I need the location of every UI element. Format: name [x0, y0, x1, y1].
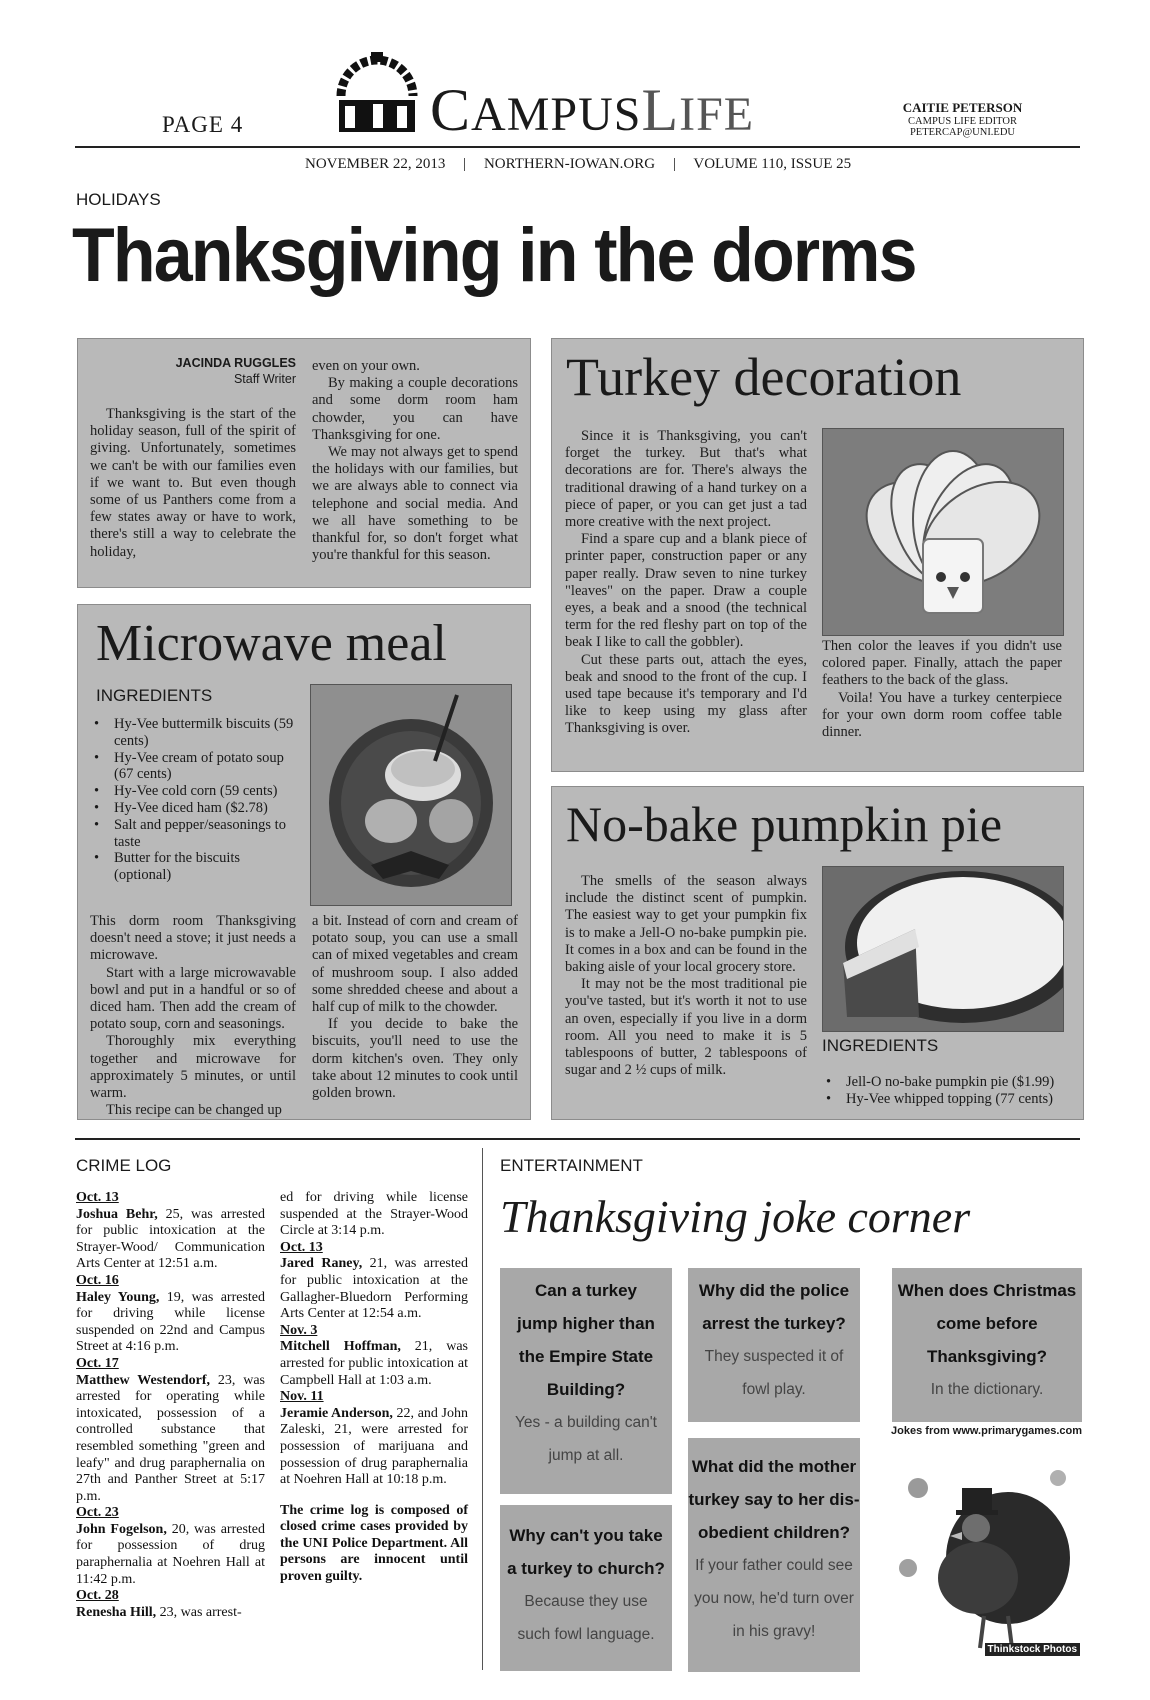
section-kicker: HOLIDAYS	[76, 190, 161, 209]
turkey-title: Turkey decoration	[566, 347, 962, 407]
crime-date: Oct. 13	[280, 1239, 323, 1255]
joke-question-line: arrest the turkey?	[702, 1314, 846, 1333]
crime-person: Joshua Behr,	[76, 1206, 158, 1222]
joke-answer-line: If your father could see	[695, 1557, 853, 1574]
volume-issue: VOLUME 110, ISSUE 25	[693, 156, 852, 172]
ingredient-item: • Butter for the biscuits (optional)	[90, 850, 296, 884]
crime-log-col-1	[76, 1190, 265, 1621]
joke-question-line: jump higher than	[517, 1314, 655, 1333]
joke-answer-line: Yes - a building can't	[515, 1414, 657, 1431]
joke-question-line: When does Christmas	[897, 1281, 1077, 1300]
pie-ingredients	[822, 1074, 1072, 1108]
crime-entry	[280, 1256, 468, 1322]
joke-answer-line: They suspected it of	[704, 1348, 844, 1365]
turkey-photo	[822, 428, 1064, 636]
joke-answer-line: you now, he'd turn over	[694, 1590, 854, 1607]
crime-date: Oct. 17	[76, 1355, 119, 1371]
crime-entry	[76, 1290, 265, 1356]
ingredient-item: • Jell-O no-bake pumpkin pie ($1.99)	[822, 1074, 1072, 1091]
joke-question-line: Why can't you take	[509, 1526, 663, 1545]
microwave-photo	[310, 684, 512, 906]
crime-person: John Fogelson,	[76, 1521, 167, 1537]
byline-title: Staff Writer	[233, 372, 296, 386]
joke-question-line: Thanksgiving?	[927, 1347, 1047, 1366]
logo-icon	[333, 50, 421, 138]
site-link[interactable]: NORTHERN-IOWAN.ORG	[483, 156, 656, 172]
ingredient-item: • Hy-Vee cream of potato soup (67 cents)	[90, 750, 296, 784]
crime-log-col-2	[280, 1190, 468, 1586]
crime-details: 21, was arrested for public intoxication at the Gallagher-Bluedorn Performing Arts Center at 12:54 a.m.	[280, 1256, 468, 1322]
crime-person: Jeramie Anderson,	[280, 1405, 393, 1421]
section-title: CAMPUSLIFE	[430, 77, 755, 143]
pie-photo	[822, 866, 1064, 1032]
joke-question-line: Building?	[546, 1380, 626, 1399]
issue-date: NOVEMBER 22, 2013	[305, 156, 446, 172]
crime-date: Oct. 23	[76, 1505, 119, 1521]
intro-col-1: Thanksgiving is the start of the holiday season, full of the spirit of giving. Unfortunately, sometimes we can't be with our families even if we want to. But even though some of us Panthers come from a few states away or have to work, there's still a way to celebrate the holiday,	[90, 406, 296, 560]
joke-answer-line: In the dictionary.	[930, 1381, 1044, 1398]
entertainment-label: ENTERTAINMENT	[500, 1156, 643, 1175]
joke-question-line: obedient children?	[697, 1523, 851, 1542]
crime-lead: ed for driving while license suspended at the Strayer-Wood Circle at 3:14 p.m.	[280, 1190, 468, 1239]
crime-date: Nov. 11	[280, 1389, 324, 1405]
byline-name: JACINDA RUGGLES	[175, 356, 296, 370]
photo-credit: Thinkstock Photos	[985, 1643, 1080, 1656]
turkey-cartoon-icon	[888, 1448, 1082, 1660]
ingredient-item: • Hy-Vee cold corn (59 cents)	[90, 783, 296, 800]
crime-entry	[76, 1207, 265, 1273]
crime-person: Jared Raney,	[280, 1256, 363, 1272]
turkey-illustration	[888, 1448, 1082, 1660]
crime-details: 19, was arrested for driving while license suspended on 22nd and Campus Street at 4:16 p.m.	[76, 1289, 265, 1355]
crime-date: Oct. 16	[76, 1272, 119, 1288]
crime-date: Oct. 28	[76, 1588, 119, 1604]
joke-5	[688, 1438, 860, 1672]
crime-log-label: CRIME LOG	[76, 1156, 172, 1175]
crime-details: 23, was arrested for operating while intoxicated, possession of a controlled substance that resembled something "green and leafy" and drug paraphernalia on 27th and Panther Street at 5:17 p.m.	[76, 1372, 265, 1504]
dateline: NOVEMBER 22, 2013 | NORTHERN-IOWAN.ORG | VOLUME 110, ISSUE 25	[305, 156, 852, 172]
ingredient-item: • Salt and pepper/seasonings to taste	[90, 817, 296, 851]
crime-details: 25, was arrested for public intoxication at the Strayer-Wood/ Communication Arts Center at 12:51 a.m.	[76, 1206, 265, 1272]
joke-question-line: the Empire State	[518, 1347, 654, 1366]
joke-question-line: a turkey to church?	[507, 1559, 665, 1578]
editor-info	[880, 100, 1045, 138]
joke-answer-line: in his gravy!	[732, 1623, 816, 1640]
crime-date: Oct. 13	[76, 1190, 119, 1205]
intro-col-2: even on your own. By making a couple decorations and some dorm room ham chowder, you can have Thanksgiving for one. We may not always get to spend the holidays with our families, but we are always able to connect via telephone and social media. And we all have something to be thankful for, so don't forget what you're thankful for this season.	[312, 358, 518, 564]
joke-3	[892, 1268, 1082, 1422]
crime-details: 20, was arrested for possession of drug paraphernalia at Noehren Hall at 11:42 p.m.	[76, 1521, 265, 1587]
crime-person: Haley Young,	[76, 1289, 160, 1305]
crime-person: Matthew Westendorf,	[76, 1372, 210, 1388]
crime-date: Nov. 3	[280, 1322, 318, 1338]
joke-question-line: Why did the police	[698, 1281, 850, 1300]
crime-details: 21, was arrested for public intoxication at Campbell Hall at 1:03 a.m.	[280, 1339, 468, 1388]
joke-2	[688, 1268, 860, 1422]
joke-question-line: What did the mother	[691, 1457, 857, 1476]
crime-details: 22, and John Zaleski, 21, were arrested for possession of marijuana and possession of drug paraphernalia at Noehren Hall at 10:18 p.m.	[280, 1405, 468, 1488]
crime-person: Renesha Hill,	[76, 1604, 157, 1620]
pie-text: The smells of the season always include the distinct scent of pumpkin. The easiest way to get your pumpkin fix is to make a Jell-O no-bake pumpkin pie. It comes in a box and can be found in the baking aisle of your local grocery store. It may not be the most traditional pie you've tasted, but it's worth it not to use an oven, especially if you live in a dorm room. All you need to make it is 5 tablespoons of butter, 2 tablespoons of sugar and 2 ½ cups of milk.	[565, 873, 807, 1079]
joke-question-line: turkey say to her dis-	[688, 1490, 860, 1509]
ingredient-item: • Hy-Vee buttermilk biscuits (59 cents)	[90, 716, 296, 750]
editor-title: CAMPUS LIFE EDITOR	[908, 116, 1017, 127]
headline: Thanksgiving in the dorms	[72, 213, 916, 298]
crime-entry	[76, 1605, 265, 1622]
crime-entry	[280, 1406, 468, 1489]
crime-entry	[76, 1373, 265, 1506]
pie-title: No-bake pumpkin pie	[566, 796, 1003, 852]
microwave-ingredients	[90, 716, 296, 884]
crime-person: Mitchell Hoffman,	[280, 1339, 401, 1355]
microwave-col-2: a bit. Instead of corn and cream of potato soup, you can use a small can of mixed vegetables and cream of mushroom soup. I also added some shredded cheese and about a half cup of milk to the chowder. If you decide to bake the biscuits, you'll need to use the dorm kitchen's oven. They only take about 12 minutes to cook until golden brown.	[312, 913, 518, 1102]
joke-answer-line: fowl play.	[742, 1381, 806, 1398]
masthead-rule	[75, 146, 1080, 148]
microwave-col-1: This dorm room Thanksgiving doesn't need a stove; it just needs a microwave. Start with a large microwavable bowl and put in a handful or so of diced ham. Then add the cream of potato soup, corn and seasonings. Thoroughly mix everything together and microwave for approximately 5 minutes, or until warm. This recipe can be changed up	[90, 913, 296, 1119]
editor-email[interactable]: PETERCAP@UNI.EDU	[909, 127, 1016, 138]
joke-1	[500, 1268, 672, 1494]
joke-question-line: Can a turkey	[534, 1281, 638, 1300]
joke-answer-line: jump at all.	[548, 1447, 624, 1464]
microwave-ingredients-label: INGREDIENTS	[96, 686, 213, 705]
column-divider	[482, 1148, 483, 1670]
bottom-rule	[75, 1138, 1080, 1140]
joke-corner-title: Thanksgiving joke corner	[500, 1191, 971, 1242]
joke-4	[500, 1505, 672, 1671]
crime-entry	[76, 1522, 265, 1588]
ingredient-item: • Hy-Vee whipped topping (77 cents)	[822, 1091, 1072, 1108]
microwave-title: Microwave meal	[96, 615, 447, 672]
page-number: PAGE 4	[162, 112, 244, 137]
joke-answer-line: such fowl language.	[517, 1626, 655, 1643]
joke-question-line: come before	[936, 1314, 1038, 1333]
uni-logo	[333, 50, 421, 138]
editor-name: CAITIE PETERSON	[902, 100, 1023, 115]
joke-answer-line: Because they use	[524, 1593, 648, 1610]
pie-ingredients-label: INGREDIENTS	[822, 1036, 939, 1055]
turkey-col-1: Since it is Thanksgiving, you can't forget the turkey. But that's what decorations are for. There's always the traditional drawing of a hand turkey on a piece of paper, or you can get just a tad more creative with the next project. Find a spare cup and a blank piece of printer paper, construction paper or any paper really. Draw seven to nine turkey "leaves" on the paper. Draw a couple eyes, a beak and a snood (the technical term for the red fleshy part on top of the beak I like to call the gobbler). Cut these parts out, attach the eyes, beak and snood to the front of the cup. I used tape because it's temporary and I'd like to keep using my glass after Thanksgiving is over.	[565, 428, 807, 737]
crime-log-note: The crime log is composed of closed crime cases provided by the UNI Police Department. All persons are innocent until proven guilty.	[280, 1502, 468, 1585]
ingredient-item: • Hy-Vee diced ham ($2.78)	[90, 800, 296, 817]
jokes-credit: Jokes from www.primarygames.com	[891, 1425, 1082, 1437]
crime-entry	[280, 1339, 468, 1389]
turkey-col-2: Then color the leaves if you didn't use colored paper. Finally, attach the paper feathers to the back of the glass. Voila! You have a turkey centerpiece for your own dorm room coffee table dinner.	[822, 638, 1062, 741]
crime-details: 23, was arrest-	[156, 1604, 242, 1620]
